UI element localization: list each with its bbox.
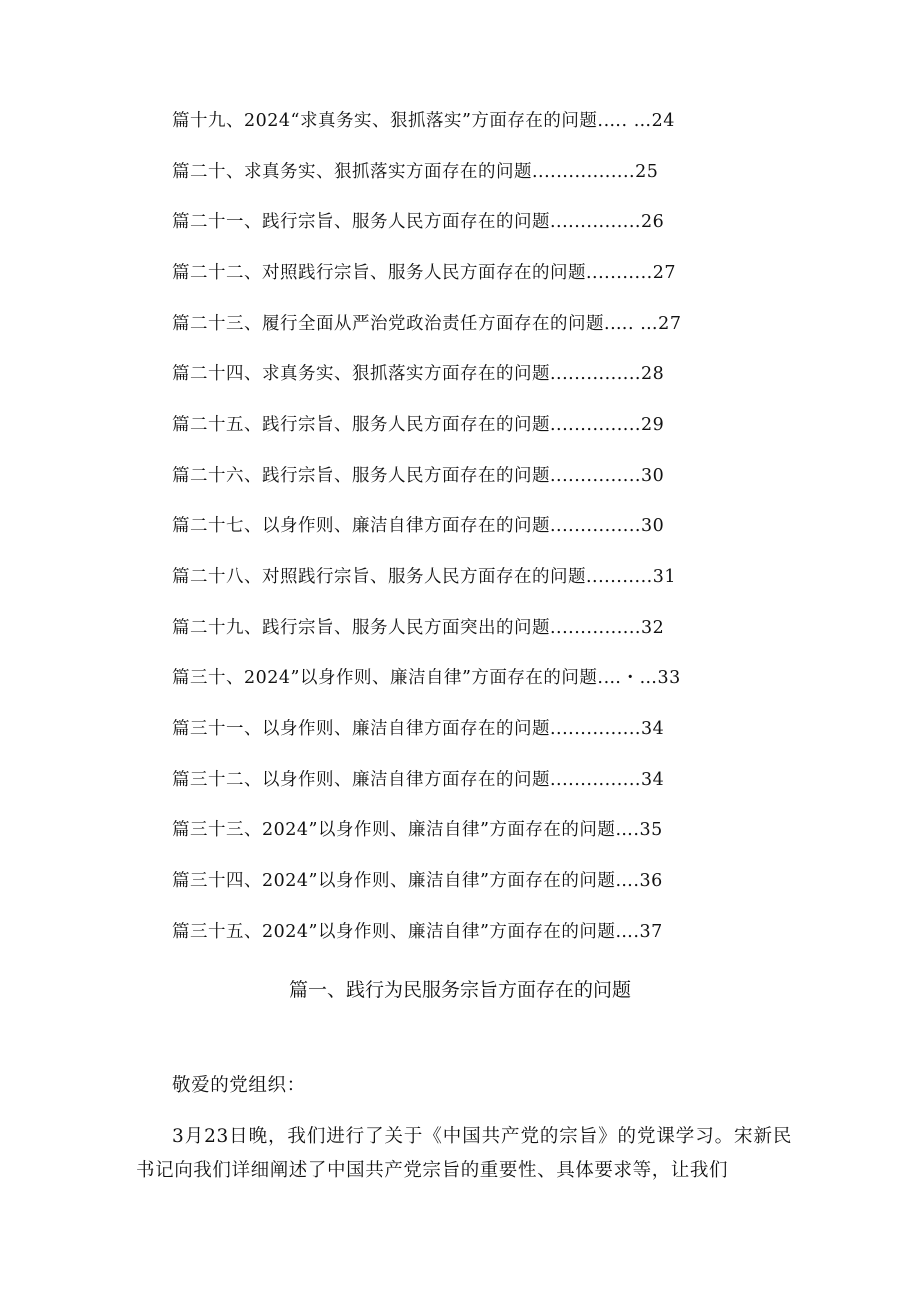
- toc-entry: 篇二十三、履行全面从严治党政治责任方面存在的问题.…. …27: [172, 314, 682, 334]
- toc-entry: 篇三十四、2024”以身作则、廉洁自律”方面存在的问题….36: [172, 871, 663, 891]
- toc-entry: 篇三十五、2024”以身作则、廉洁自律”方面存在的问题….37: [172, 922, 663, 942]
- toc-entry: 篇二十七、以身作则、廉洁自律方面存在的问题...............30: [172, 516, 665, 536]
- toc-entry: 篇二十八、对照践行宗旨、服务人民方面存在的问题...........31: [172, 567, 676, 587]
- toc-entry: 篇二十六、践行宗旨、服务人民方面存在的问题...............30: [172, 466, 665, 486]
- section-heading: 篇一、践行为民服务宗旨方面存在的问题: [288, 979, 631, 1001]
- toc-entry: 篇二十二、对照践行宗旨、服务人民方面存在的问题...........27: [172, 263, 676, 283]
- toc-entry: 篇二十五、践行宗旨、服务人民方面存在的问题...............29: [172, 415, 665, 435]
- salutation: 敬爱的党组织：: [172, 1075, 306, 1096]
- toc-entry: 篇三十三、2024”以身作则、廉洁自律”方面存在的问题….35: [172, 820, 663, 840]
- toc-entry: 篇二十、求真务实、狠抓落实方面存在的问题.................25: [172, 162, 659, 182]
- toc-entry: 篇二十九、践行宗旨、服务人民方面突出的问题...............32: [172, 618, 665, 638]
- toc-entry: 篇二十四、求真务实、狠抓落实方面存在的问题...............28: [172, 364, 665, 384]
- toc-entry: 篇三十一、以身作则、廉洁自律方面存在的问题...............34: [172, 719, 665, 739]
- toc-entry: 篇二十一、践行宗旨、服务人民方面存在的问题...............26: [172, 212, 665, 232]
- body-paragraph: 3月23日晚，我们进行了关于《中国共产党的宗旨》的党课学习。宋新民书记向我们详细阐述了中国共产党宗旨的重要性、具体要求等，让我们: [136, 1126, 792, 1181]
- toc-entry: 篇三十、2024”以身作则、廉洁自律”方面存在的问题.…・…33: [172, 668, 681, 688]
- toc-entry: 篇十九、2024“求真务实、狠抓落实”方面存在的问题.…. …24: [172, 111, 675, 131]
- toc-entry: 篇三十二、以身作则、廉洁自律方面存在的问题...............34: [172, 770, 665, 790]
